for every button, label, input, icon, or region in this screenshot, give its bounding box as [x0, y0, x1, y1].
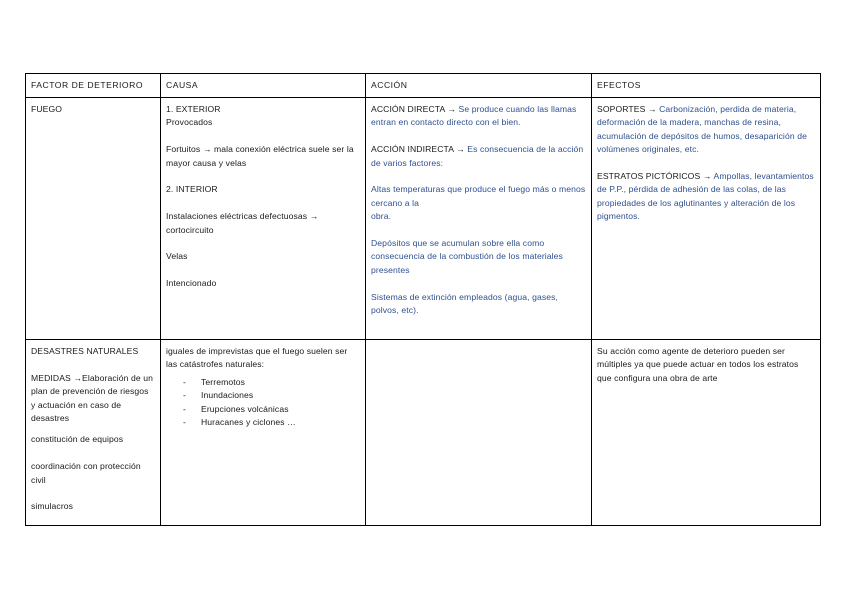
- efectos-soportes-label: SOPORTES →: [597, 104, 660, 114]
- causa-desastres-intro: iguales de imprevistas que el fuego suelen ser las catástrofes naturales:: [166, 346, 348, 370]
- cell-causa-fuego: [161, 98, 366, 340]
- causa-intencionado: Intencionado: [166, 278, 217, 289]
- accion-indirecta-text: Es consecuencia de la acción de varios factores:: [371, 144, 584, 168]
- factor-desastres-title: DESASTRES NATURALES: [31, 346, 139, 356]
- list-item: - Huracanes y ciclones …: [183, 416, 360, 429]
- factor-coordinacion: coordinación con protección civil: [31, 461, 141, 485]
- factor-label: FUEGO: [31, 104, 63, 114]
- list-item: - Erupciones volcánicas: [183, 403, 360, 416]
- efectos-soportes-text: Carbonización, perdida de materia, deformación de la madera, manchas de resina, acumulación de depósitos de humos, desaparición de volúmenes originales, etc.: [597, 104, 807, 155]
- cell-factor-fuego: [26, 98, 161, 340]
- factor-simulacros: simulacros: [31, 501, 74, 512]
- accion-temperaturas: Altas temperaturas que produce el fuego más o menos cercano a la: [371, 184, 586, 208]
- causa-exterior: 1. EXTERIOR: [166, 104, 221, 114]
- causa-provocados: Provocados: [166, 117, 213, 128]
- factor-equipos: constitución de equipos: [31, 434, 124, 445]
- accion-sistemas-extincion: Sistemas de extinción empleados (agua, gases, polvos, etc).: [371, 291, 558, 316]
- causa-interior: 2. INTERIOR: [166, 184, 218, 195]
- efectos-estratos-text: Ampollas, levantamientos de P.P., pérdida de adhesión de las colas, de las propiedades de los aglutinantes y alteración de los pigmentos.: [597, 171, 814, 222]
- table-header-row: [26, 74, 821, 98]
- cell-causa-desastres: [161, 340, 366, 526]
- accion-directa-text: Se produce cuando las llamas entran en contacto directo con el bien.: [371, 104, 577, 128]
- accion-directa-label: ACCIÓN DIRECTA →: [371, 104, 459, 114]
- efectos-desastres-text: Su acción como agente de deterioro pueden ser múltiples ya que puede actuar en todos los estratos que configura una obra de arte: [597, 346, 799, 383]
- accion-directa: [371, 103, 586, 130]
- table-row: [26, 98, 821, 340]
- accion-temperaturas-obra: obra.: [371, 211, 392, 222]
- accion-depositos: Depósitos que se acumulan sobre ella como consecuencia de la combustión de los materiales presentes: [371, 238, 563, 275]
- cell-factor-desastres: [26, 340, 161, 526]
- factor-medidas: MEDIDAS →Elaboración de un plan de prevención de riesgos y actuación en caso de desastres: [31, 372, 154, 424]
- efectos-soportes: [597, 103, 815, 157]
- table-row: [26, 340, 821, 526]
- causa-instalaciones: Instalaciones eléctricas defectuosas → cortocircuito: [166, 211, 319, 235]
- list-item: - Terremotos: [183, 376, 360, 389]
- cell-efectos-desastres: [592, 340, 821, 526]
- accion-indirecta-label: ACCIÓN INDIRECTA →: [371, 144, 468, 155]
- cell-efectos-fuego: [592, 98, 821, 340]
- efectos-estratos-label: ESTRATOS PICTÓRICOS →: [597, 171, 714, 182]
- causa-velas: Velas: [166, 251, 188, 262]
- accion-indirecta: [371, 143, 586, 170]
- header-factor: FACTOR DE DETERIORO: [26, 74, 161, 98]
- list-item: - Inundaciones: [183, 389, 360, 402]
- header-accion: ACCIÓN: [366, 74, 592, 98]
- efectos-estratos: [597, 170, 815, 224]
- header-efectos: EFECTOS: [592, 74, 821, 98]
- causa-fortuitos: Fortuitos → mala conexión eléctrica suele ser la mayor causa y velas: [166, 144, 354, 168]
- header-causa: CAUSA: [161, 74, 366, 98]
- cell-accion-fuego: [366, 98, 592, 340]
- catastrofes-list: [166, 376, 360, 430]
- cell-accion-desastres: [366, 340, 592, 526]
- deterioration-table: [25, 73, 821, 526]
